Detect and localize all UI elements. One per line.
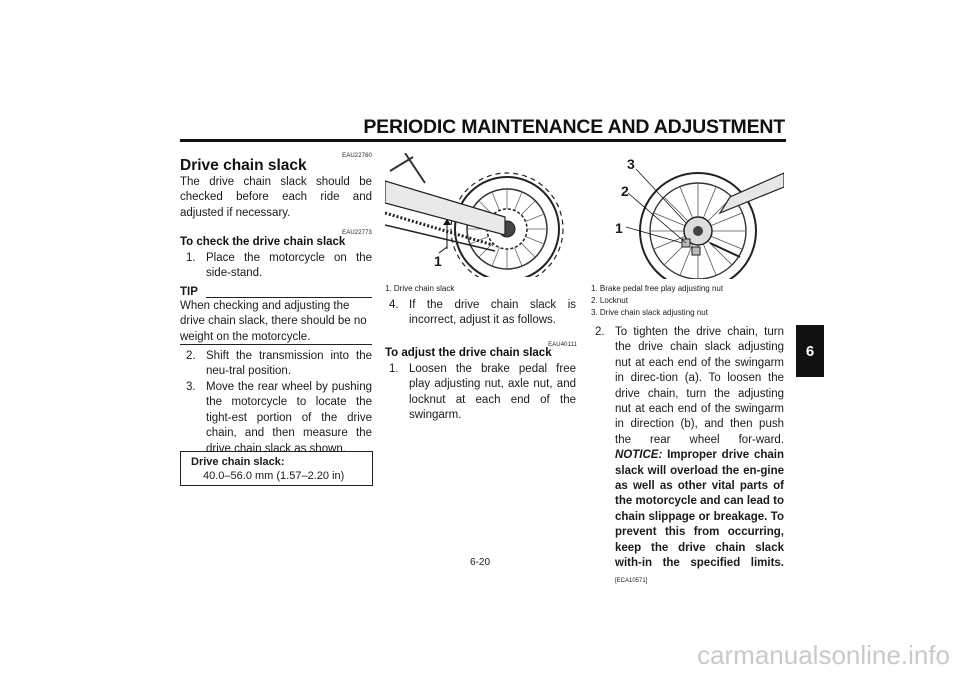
figure-caption: 2. Locknut xyxy=(591,296,628,305)
ref-code: EAU22773 xyxy=(342,230,372,236)
spec-label: Drive chain slack: xyxy=(191,456,285,468)
step-number: 4. xyxy=(389,299,399,311)
step-text xyxy=(615,325,784,589)
header-rule xyxy=(180,139,786,142)
step-3 xyxy=(186,380,372,457)
step-number: 1. xyxy=(186,252,196,264)
figure-callout-3: 3 xyxy=(627,156,635,172)
tip-top-rule xyxy=(206,297,372,298)
adjust-step-1 xyxy=(389,362,576,424)
step-1 xyxy=(186,251,372,282)
step-text: Move the rear wheel by pushing the motorcycle to locate the tight-est portion of the drive chain, and then measure the drive chain slack as shown. xyxy=(206,381,372,455)
notice-text: Improper drive chain slack will overload the en-gine as well as other vital parts of the motorcycle and can lead to chain slippage or breakage. To prevent this from occurring, keep the drive chain slack with-in the specified limits. xyxy=(615,449,784,570)
spec-box xyxy=(180,451,373,486)
adjusting-nuts-figure xyxy=(590,153,784,279)
step-text: If the drive chain slack is incorrect, adjust it as follows. xyxy=(409,299,576,327)
figure-caption: 1. Drive chain slack xyxy=(385,284,455,293)
page-header-title: PERIODIC MAINTENANCE AND ADJUSTMENT xyxy=(363,116,785,138)
chapter-tab[interactable]: 6 xyxy=(796,325,824,377)
step-text: Shift the transmission into the neu-tral position. xyxy=(206,350,372,378)
figure-caption: 1. Brake pedal free play adjusting nut xyxy=(591,284,724,293)
step-text: Loosen the brake pedal free play adjusting nut, axle nut, and locknut at each end of the swingarm. xyxy=(409,363,576,422)
page-number: 6-20 xyxy=(469,557,490,568)
notice-label: NOTICE: xyxy=(615,449,663,462)
adjust-step-2 xyxy=(595,325,784,589)
intro-paragraph: The drive chain slack should be checked before each ride and adjusted if necessary. xyxy=(180,176,372,219)
step-number: 3. xyxy=(186,381,196,393)
figure-callout-2: 2 xyxy=(621,183,629,199)
tip-label: TIP xyxy=(180,286,198,298)
ref-code: EAU22760 xyxy=(342,153,372,159)
figure-callout-1: 1 xyxy=(615,220,623,236)
subheading-adjust: To adjust the drive chain slack xyxy=(385,347,552,359)
watermark: carmanualsonline.info xyxy=(697,640,950,670)
subheading-check: To check the drive chain slack xyxy=(180,236,346,248)
step-number: 2. xyxy=(595,326,605,338)
step-number: 1. xyxy=(389,363,399,375)
figure-caption: 3. Drive chain slack adjusting nut xyxy=(591,308,708,317)
step-text: Place the motorcycle on the side-stand. xyxy=(206,252,372,280)
adjust-step-2-text: To tighten the drive chain, turn the drive chain slack adjusting nut at each end of the swingarm in direc-tion (a). To loosen the drive chain, turn the adjusting nut at each end of the swingarm in direction (b), and then push the rear wheel for-ward. xyxy=(615,326,784,446)
step-number: 2. xyxy=(186,350,196,362)
drive-chain-figure xyxy=(385,153,577,277)
spec-value: 40.0–56.0 mm (1.57–2.20 in) xyxy=(203,470,345,482)
step-2 xyxy=(186,349,372,380)
figure-callout-1: 1 xyxy=(434,253,442,269)
step-4 xyxy=(389,298,576,329)
ref-code: EAU40111 xyxy=(548,342,577,348)
tip-bottom-rule xyxy=(180,344,372,345)
tip-text: When checking and adjusting the drive chain slack, there should be no weight on the motorcycle. xyxy=(180,300,367,343)
section-heading: Drive chain slack xyxy=(180,157,307,174)
notice-code: [ECA10571] xyxy=(615,577,648,584)
